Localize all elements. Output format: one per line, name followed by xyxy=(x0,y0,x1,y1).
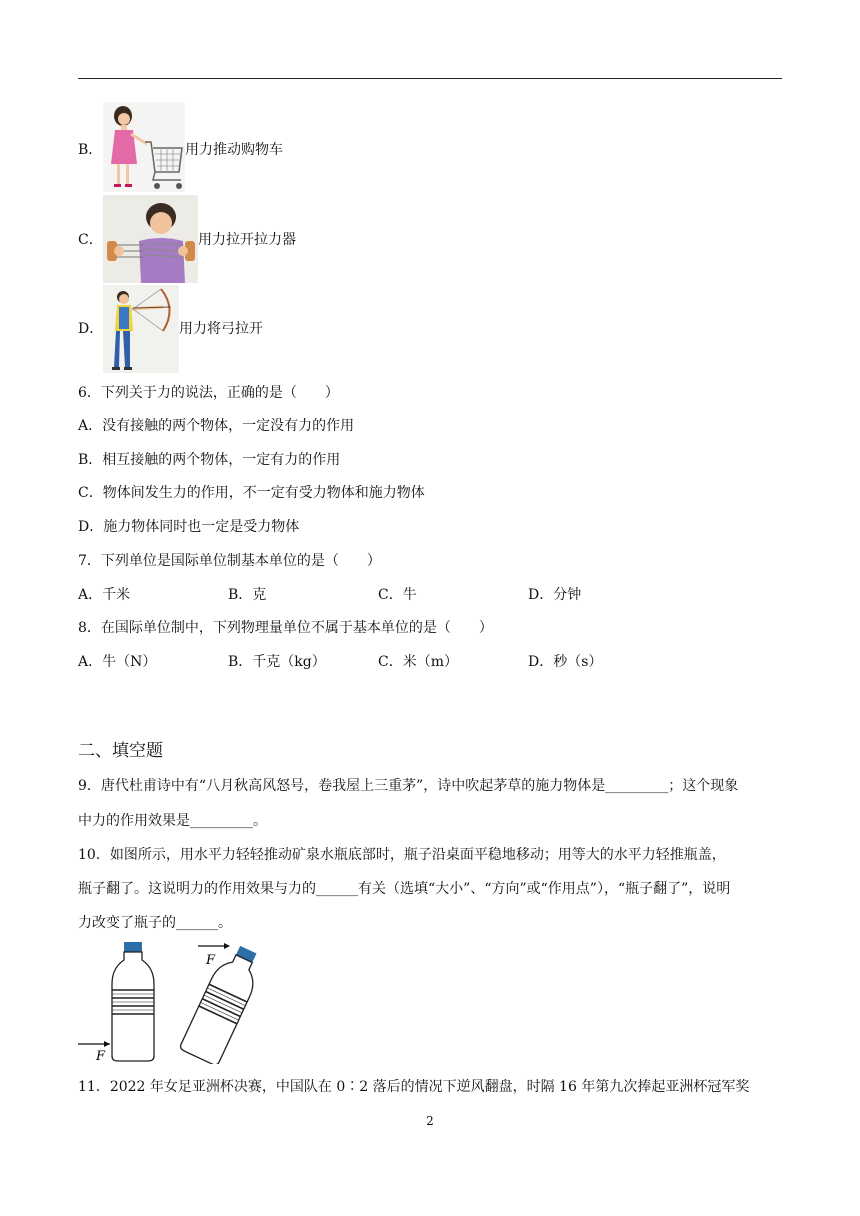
q8-option-c: C．米（m） xyxy=(378,654,458,670)
q5-option-c-letter: C． xyxy=(78,232,103,248)
force-label-2: F xyxy=(206,953,216,968)
bottle-force-figure xyxy=(78,938,260,1064)
q6-option-b: B．相互接触的两个物体，一定有力的作用 xyxy=(78,452,341,468)
section-title: 二、填空题 xyxy=(78,741,163,761)
force-label-1: F xyxy=(96,1049,106,1064)
q5-option-c-text: 用力拉开拉力器 xyxy=(198,232,296,248)
q11-line-1: 11．2022 年女足亚洲杯决赛，中国队在 0∶2 落后的情况下逆风翻盘，时隔 16 年第九次捧起亚洲杯冠军奖 xyxy=(78,1079,750,1095)
page-number: 2 xyxy=(426,1114,434,1128)
q5-option-d-text: 用力将弓拉开 xyxy=(179,321,263,337)
q8-stem: 8．在国际单位制中，下列物理量单位不属于基本单位的是（ ） xyxy=(78,620,493,636)
q7-option-c: C．牛 xyxy=(378,587,417,603)
q6-option-c: C．物体间发生力的作用，不一定有受力物体和施力物体 xyxy=(78,485,425,501)
q7-option-a: A．千米 xyxy=(78,587,131,603)
q8-option-a: A．牛（N） xyxy=(78,654,157,670)
q7-stem: 7．下列单位是国际单位制基本单位的是（ ） xyxy=(78,553,381,569)
boy-stretching-expander-image xyxy=(103,195,198,283)
q5-option-b-text: 用力推动购物车 xyxy=(185,142,283,158)
q6-stem: 6．下列关于力的说法，正确的是（ ） xyxy=(78,385,339,401)
girl-pushing-cart-image xyxy=(103,102,185,192)
q9-line-1: 9．唐代杜甫诗中有“八月秋高风怒号，卷我屋上三重茅”，诗中吹起茅草的施力物体是_________；这个现象 xyxy=(78,778,739,794)
q7-option-b: B．克 xyxy=(228,587,267,603)
tilted-bottle-icon xyxy=(179,941,260,1064)
archer-drawing-bow-image xyxy=(103,285,179,373)
q5-option-d-letter: D． xyxy=(78,321,104,337)
header-rule xyxy=(78,78,782,79)
q10-line-2: 瓶子翻了。这说明力的作用效果与力的______有关（选填“大小”、“方向”或“作用点”），“瓶子翻了”，说明 xyxy=(78,881,731,897)
q10-line-1: 10．如图所示，用水平力轻轻推动矿泉水瓶底部时，瓶子沿桌面平稳地移动；用等大的水平力轻推瓶盖， xyxy=(78,847,726,863)
q7-option-d: D．分钟 xyxy=(528,587,582,603)
q6-option-a: A．没有接触的两个物体，一定没有力的作用 xyxy=(78,418,355,434)
q10-line-3: 力改变了瓶子的______。 xyxy=(78,915,232,931)
q8-option-d: D．秒（s） xyxy=(528,654,603,670)
q6-option-d: D．施力物体同时也一定是受力物体 xyxy=(78,519,300,535)
upright-bottle-icon xyxy=(112,942,154,1061)
q8-option-b: B．千克（kg） xyxy=(228,654,326,670)
q5-option-b-letter: B． xyxy=(78,142,103,158)
q9-line-2: 中力的作用效果是_________。 xyxy=(78,813,267,829)
